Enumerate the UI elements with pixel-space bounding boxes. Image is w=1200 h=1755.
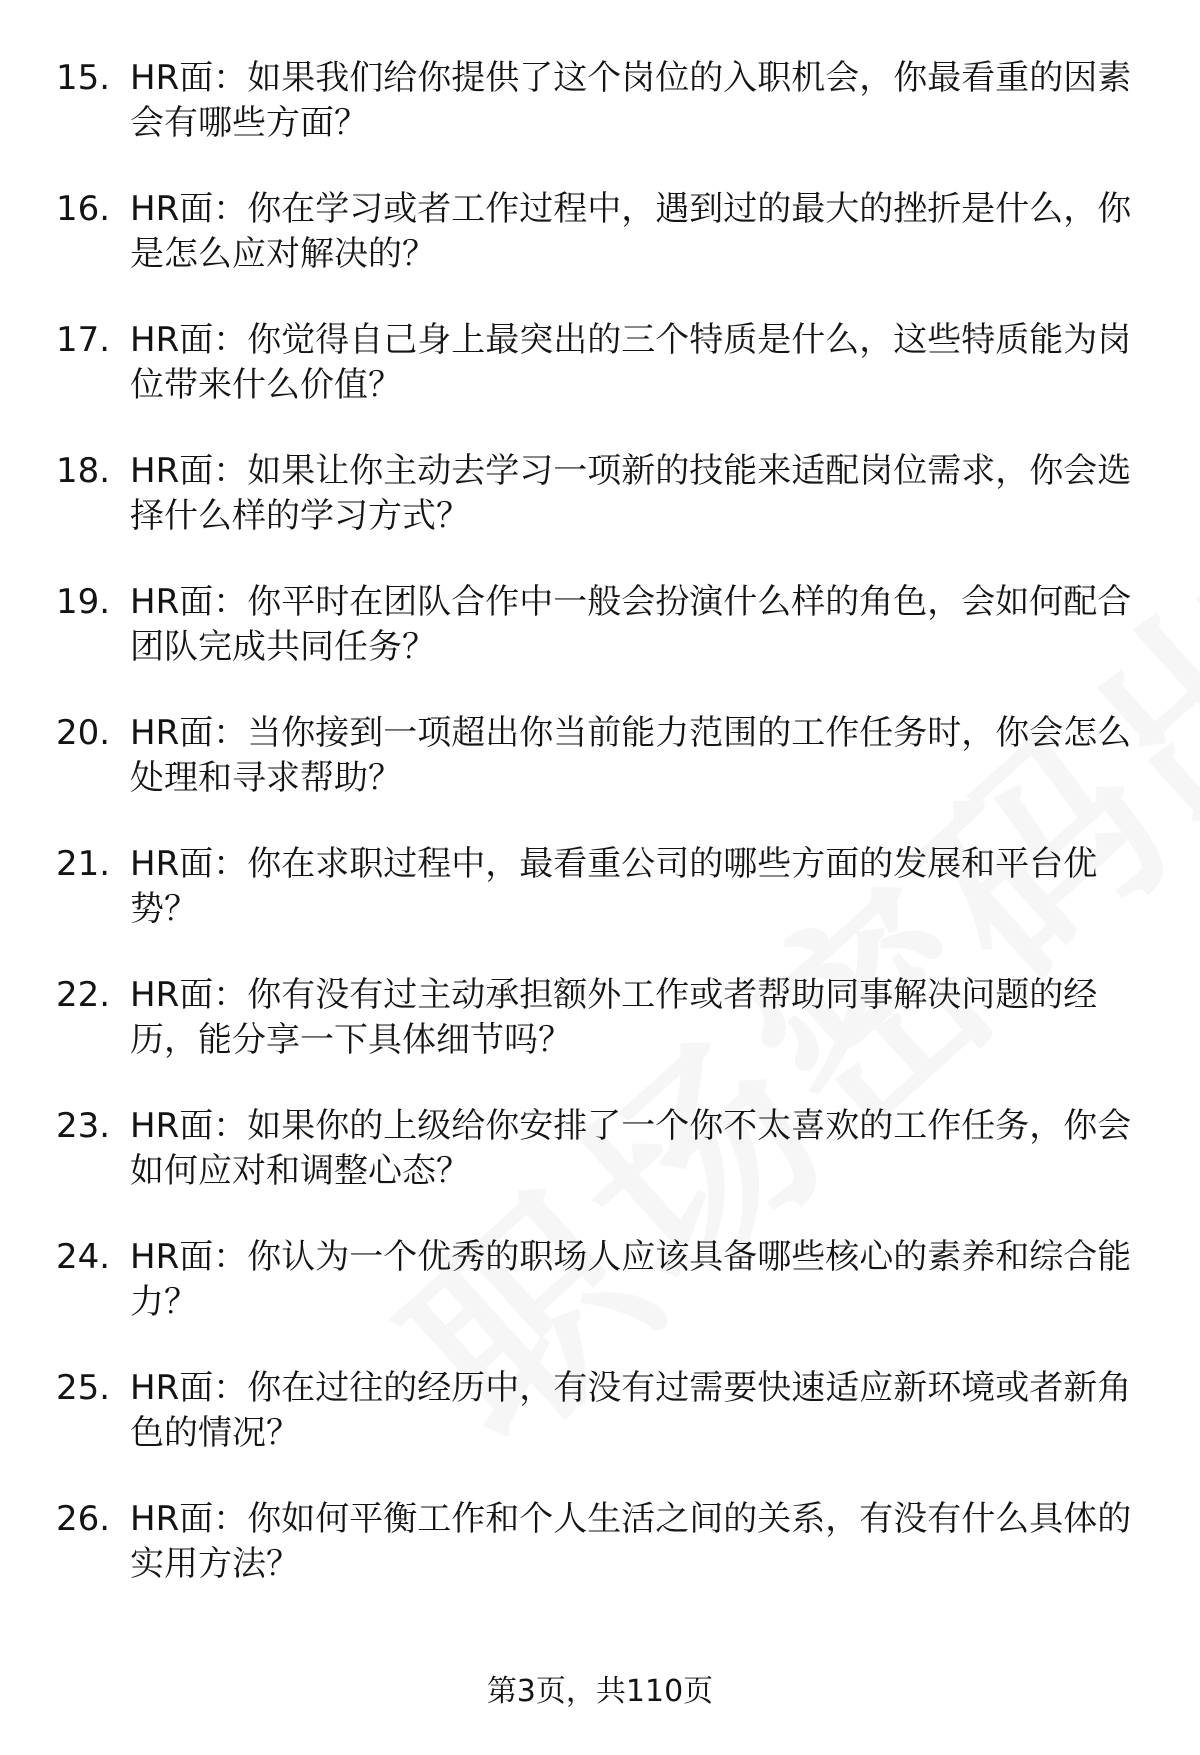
- list-item: [0, 1366, 1200, 1497]
- list-item: [0, 1497, 1200, 1628]
- list-item: [0, 580, 1200, 711]
- list-item: [0, 973, 1200, 1104]
- question-number: 24.: [56, 1237, 111, 1277]
- list-item: [0, 1235, 1200, 1366]
- question-text: HR面：你平时在团队合作中一般会扮演什么样的角色，会如何配合团队完成共同任务？: [130, 582, 1132, 667]
- page-footer: 第3页，共110页: [486, 1674, 714, 1709]
- question-number: 21.: [56, 844, 111, 884]
- question-number: 16.: [56, 189, 111, 229]
- question-number: 23.: [56, 1106, 111, 1146]
- question-text: HR面：你觉得自己身上最突出的三个特质是什么，这些特质能为岗位带来什么价值？: [130, 320, 1132, 405]
- question-text: HR面：你在过往的经历中，有没有过需要快速适应新环境或者新角色的情况？: [130, 1368, 1132, 1453]
- list-item: [0, 449, 1200, 580]
- question-text: HR面：你在学习或者工作过程中，遇到过的最大的挫折是什么，你是怎么应对解决的？: [130, 189, 1132, 274]
- question-number: 26.: [56, 1499, 111, 1539]
- question-number: 15.: [56, 58, 111, 98]
- question-text: HR面：当你接到一项超出你当前能力范围的工作任务时，你会怎么处理和寻求帮助？: [130, 713, 1132, 798]
- question-number: 22.: [56, 975, 111, 1015]
- question-number: 20.: [56, 713, 111, 753]
- question-text: HR面：如果你的上级给你安排了一个你不太喜欢的工作任务，你会如何应对和调整心态？: [130, 1106, 1132, 1191]
- question-text: HR面：如果我们给你提供了这个岗位的入职机会，你最看重的因素会有哪些方面？: [130, 58, 1132, 143]
- question-text: HR面：如果让你主动去学习一项新的技能来适配岗位需求，你会选择什么样的学习方式？: [130, 451, 1132, 536]
- question-number: 19.: [56, 582, 111, 622]
- list-item: [0, 842, 1200, 973]
- list-item: [0, 1104, 1200, 1235]
- question-text: HR面：你在求职过程中，最看重公司的哪些方面的发展和平台优势？: [130, 844, 1098, 929]
- question-text: HR面：你认为一个优秀的职场人应该具备哪些核心的素养和综合能力？: [130, 1237, 1132, 1322]
- question-text: HR面：你如何平衡工作和个人生活之间的关系，有没有什么具体的实用方法？: [130, 1499, 1132, 1584]
- question-number: 25.: [56, 1368, 111, 1408]
- list-item: [0, 318, 1200, 449]
- question-list: [0, 56, 1200, 1628]
- list-item: [0, 711, 1200, 842]
- question-number: 18.: [56, 451, 111, 491]
- list-item: [0, 56, 1200, 187]
- list-item: [0, 187, 1200, 318]
- question-text: HR面：你有没有过主动承担额外工作或者帮助同事解决问题的经历，能分享一下具体细节吗？: [130, 975, 1098, 1060]
- question-number: 17.: [56, 320, 111, 360]
